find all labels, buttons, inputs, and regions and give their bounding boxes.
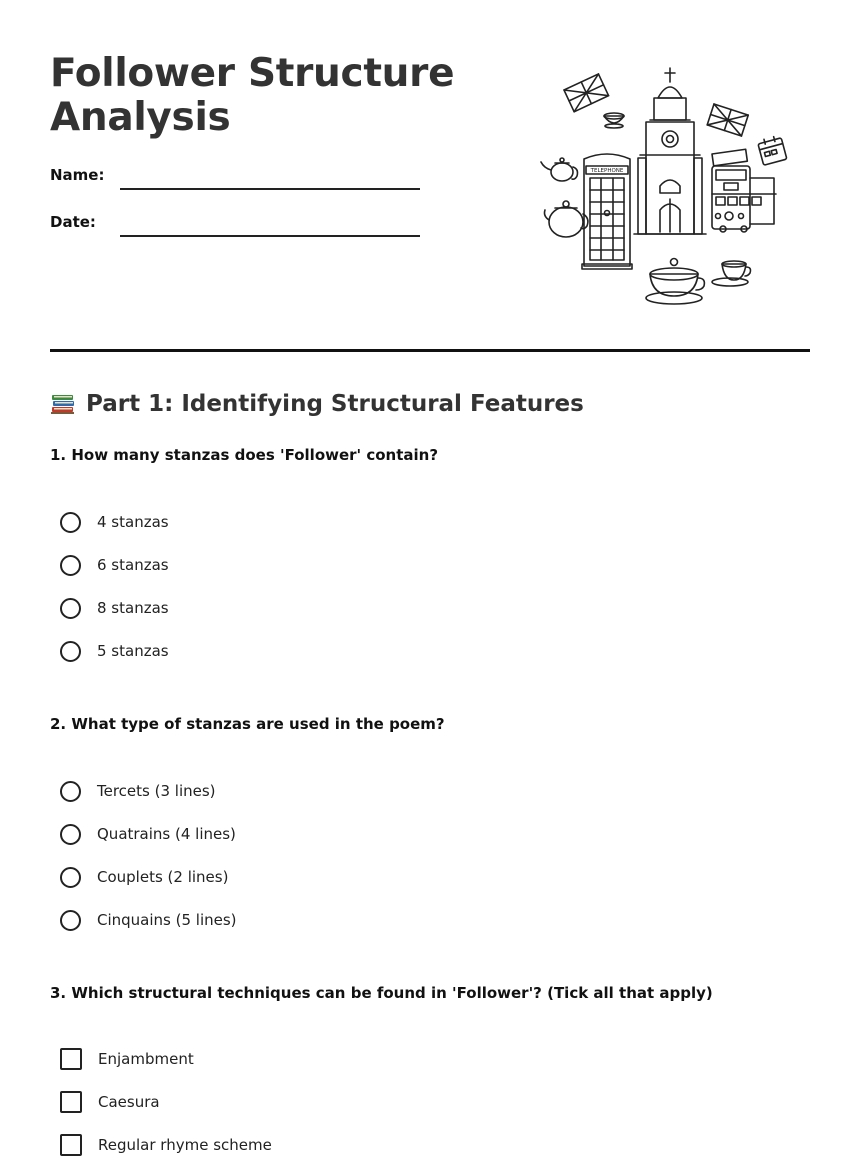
name-write-line[interactable] — [120, 188, 420, 190]
part1-heading-text: Part 1: Identifying Structural Features — [86, 391, 584, 417]
radio-button[interactable] — [60, 555, 81, 576]
q1-option-3[interactable] — [60, 595, 169, 621]
teapot-icon — [541, 158, 578, 181]
teacup-icon — [712, 261, 751, 286]
teacup-icon — [604, 113, 624, 128]
option-label: 6 stanzas — [97, 556, 169, 574]
question-1-text: 1. How many stanzas does 'Follower' contain? — [50, 446, 439, 464]
option-label: Regular rhyme scheme — [98, 1136, 272, 1154]
option-label: 5 stanzas — [97, 642, 169, 660]
part1-heading — [50, 388, 584, 420]
q2-option-1[interactable] — [60, 778, 216, 804]
radio-button[interactable] — [60, 781, 81, 802]
name-label: Name: — [50, 166, 105, 184]
q3-option-3[interactable] — [60, 1132, 272, 1158]
header-divider — [50, 349, 810, 352]
question-3-text: 3. Which structural techniques can be found in 'Follower'? (Tick all that apply) — [50, 984, 713, 1002]
double-decker-bus-icon — [712, 149, 776, 232]
union-jack-icon — [707, 104, 748, 136]
date-field[interactable] — [50, 213, 420, 243]
title-line-2: Analysis — [50, 95, 231, 140]
q2-option-3[interactable] — [60, 864, 228, 890]
london-landmarks-illustration — [540, 62, 790, 312]
calendar-icon — [757, 135, 787, 165]
phone-box-sign: TELEPHONE — [590, 168, 624, 174]
title-line-1: Follower Structure — [50, 51, 455, 96]
radio-button[interactable] — [60, 910, 81, 931]
page-title — [50, 52, 454, 140]
q1-option-4[interactable] — [60, 638, 169, 664]
q3-option-2[interactable] — [60, 1089, 160, 1115]
checkbox[interactable] — [60, 1048, 82, 1070]
option-label: Tercets (3 lines) — [97, 782, 216, 800]
checkbox[interactable] — [60, 1091, 82, 1113]
union-jack-icon — [564, 74, 609, 112]
option-label: Quatrains (4 lines) — [97, 825, 236, 843]
option-label: Enjambment — [98, 1050, 194, 1068]
option-label: Caesura — [98, 1093, 160, 1111]
option-label: Couplets (2 lines) — [97, 868, 229, 886]
q3-option-1[interactable] — [60, 1046, 194, 1072]
radio-button[interactable] — [60, 512, 81, 533]
name-field[interactable] — [50, 166, 420, 196]
q1-option-2[interactable] — [60, 552, 169, 578]
date-write-line[interactable] — [120, 235, 420, 237]
church-icon — [634, 68, 706, 234]
radio-button[interactable] — [60, 598, 81, 619]
question-2-text: 2. What type of stanzas are used in the poem? — [50, 715, 445, 733]
q2-option-2[interactable] — [60, 821, 236, 847]
radio-button[interactable] — [60, 867, 81, 888]
books-icon — [50, 391, 76, 417]
q1-option-1[interactable] — [60, 509, 169, 535]
option-label: 8 stanzas — [97, 599, 169, 617]
q2-option-4[interactable] — [60, 907, 237, 933]
option-label: Cinquains (5 lines) — [97, 911, 237, 929]
date-label: Date: — [50, 213, 96, 231]
telephone-box-icon — [582, 154, 632, 269]
teapot-icon — [545, 201, 588, 237]
radio-button[interactable] — [60, 641, 81, 662]
radio-button[interactable] — [60, 824, 81, 845]
option-label: 4 stanzas — [97, 513, 169, 531]
checkbox[interactable] — [60, 1134, 82, 1156]
sugar-bowl-icon — [646, 259, 704, 305]
